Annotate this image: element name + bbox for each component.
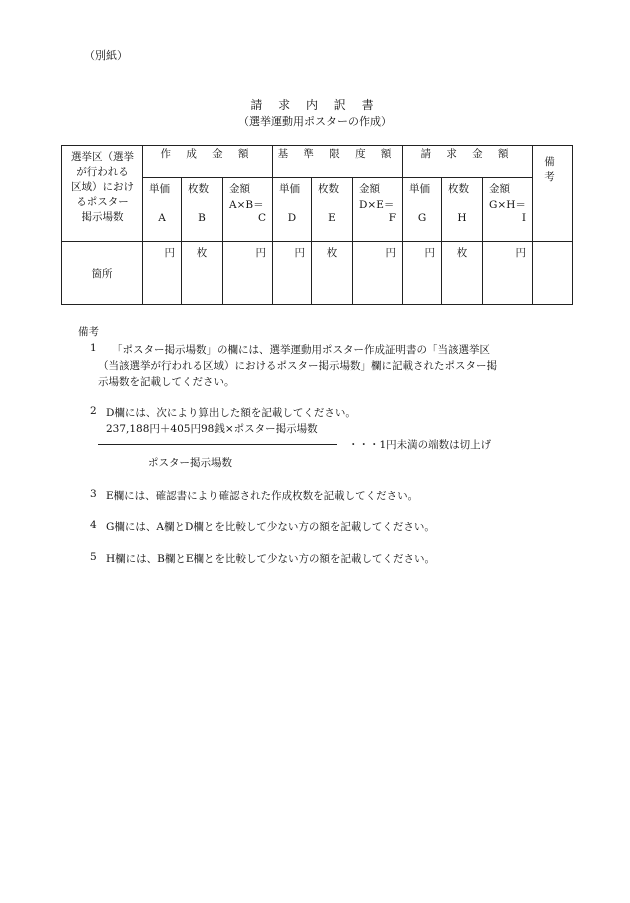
- group-standard-limit: 基 準 限 度 額: [273, 146, 403, 178]
- note-2-line-1: D欄には、次により算出した額を記載してください。: [106, 407, 356, 419]
- cell-b: 枚: [182, 242, 223, 305]
- note-1-number: 1: [90, 342, 97, 354]
- cell-i: 円: [483, 242, 533, 305]
- note-2-rounding: ・・・1円未満の端数は切上げ: [348, 439, 492, 451]
- col-e-header: 枚数 E: [318, 183, 339, 224]
- claim-breakdown-table: [61, 145, 573, 305]
- group-production-amount: 作 成 金 額: [143, 146, 273, 178]
- col-g-header: 単価 G: [409, 183, 431, 224]
- cell-g: 円: [403, 242, 442, 305]
- col-c-header: 金額 A×B＝ C: [229, 183, 266, 224]
- note-2-denominator: ポスター掲示場数: [148, 457, 232, 469]
- notes-heading: 備考: [78, 326, 99, 338]
- note-5-number: 5: [90, 551, 97, 563]
- col-b-header: 枚数 B: [188, 183, 209, 224]
- attachment-label: （別紙）: [84, 49, 128, 62]
- note-3-number: 3: [90, 488, 97, 500]
- note-5-text: H欄には、B欄とE欄とを比較して少ない方の額を記載してください。: [106, 553, 436, 565]
- places-label: 箇所: [62, 242, 143, 305]
- fraction-line: [98, 444, 337, 445]
- cell-a: 円: [143, 242, 182, 305]
- cell-c: 円: [223, 242, 273, 305]
- cell-d: 円: [273, 242, 312, 305]
- note-2-number: 2: [90, 405, 97, 417]
- note-1-line-2: （当該選挙が行われる区域）におけるポスター掲示場数」欄に記載されたポスター掲: [98, 360, 497, 372]
- col-a-header: 単価 A: [149, 183, 170, 224]
- note-1-line-3: 示場数を記載してください。: [98, 376, 235, 388]
- col-d-header: 単価 D: [279, 183, 300, 224]
- cell-e: 枚: [312, 242, 353, 305]
- note-4-number: 4: [90, 519, 97, 531]
- group-claim-amount: 請 求 金 額: [403, 146, 533, 178]
- note-3-text: E欄には、確認書により確認された作成枚数を記載してください。: [106, 490, 419, 502]
- note-2-numerator: 237,188円＋405円98銭×ポスター掲示場数: [106, 423, 318, 435]
- col-i-header: 金額 G×H＝ I: [489, 183, 527, 224]
- polling-places-header: 選挙区（選挙 が行われる 区域）におけ るポスター 掲示場数: [62, 146, 143, 242]
- document-subtitle: （選挙運動用ポスターの作成）: [238, 115, 392, 128]
- cell-h: 枚: [442, 242, 483, 305]
- col-f-header: 金額 D×E＝ F: [359, 183, 397, 224]
- document-title: 請 求 内 訳 書: [250, 98, 380, 112]
- note-4-text: G欄には、A欄とD欄とを比較して少ない方の額を記載してください。: [106, 521, 435, 533]
- cell-f: 円: [353, 242, 403, 305]
- remarks-header: 備 考: [533, 146, 573, 242]
- note-1-line-1: 「ポスター掲示場数」の欄には、選挙運動用ポスター作成証明書の「当該選挙区: [112, 344, 490, 356]
- col-h-header: 枚数 H: [448, 183, 470, 224]
- cell-remarks: [533, 242, 573, 305]
